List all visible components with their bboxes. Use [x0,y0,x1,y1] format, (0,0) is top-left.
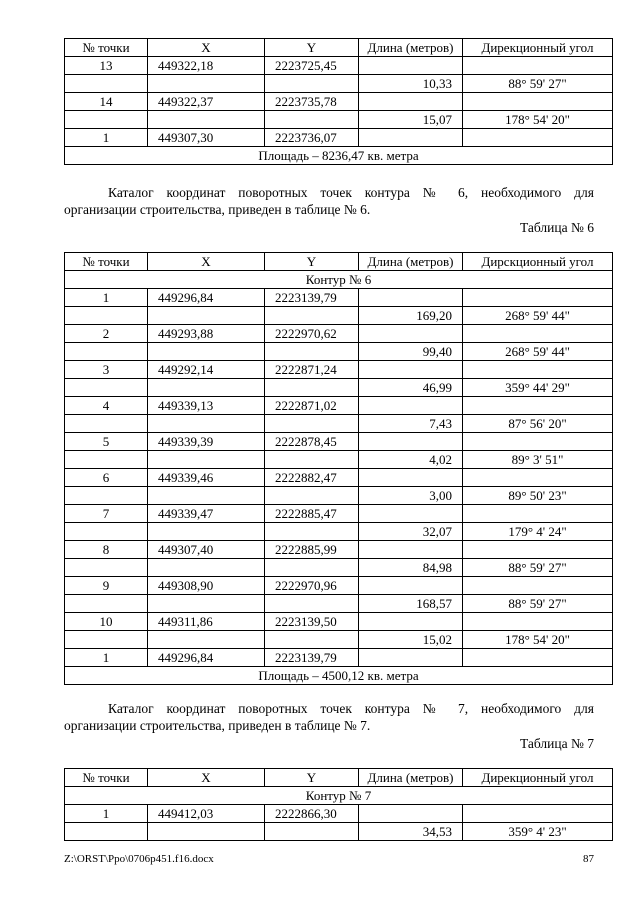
point-no-cell: 7 [65,505,148,523]
point-no-cell: 2 [65,325,148,343]
y-cell: 2222878,45 [265,433,359,451]
coords-table-contour-7 [64,768,613,841]
table-row [65,631,613,649]
point-no-cell: 4 [65,397,148,415]
point-no-cell [65,559,148,577]
length-cell [359,805,463,823]
angle-cell: 359° 44' 29" [463,379,613,397]
y-cell: 2223736,07 [265,129,359,147]
point-no-cell: 13 [65,57,148,75]
point-no-cell: 1 [65,649,148,667]
y-cell: 2223725,45 [265,57,359,75]
y-cell: 2223139,79 [265,289,359,307]
point-no-cell: 10 [65,613,148,631]
table-row [65,613,613,631]
table-row [65,379,613,397]
length-cell [359,577,463,595]
length-cell [359,129,463,147]
x-cell [148,631,265,649]
length-cell: 32,07 [359,523,463,541]
table-row [65,343,613,361]
angle-cell: 268° 59' 44" [463,307,613,325]
y-cell: 2222871,02 [265,397,359,415]
angle-cell [463,325,613,343]
table-row [65,505,613,523]
table-row [65,541,613,559]
length-cell [359,433,463,451]
length-cell [359,57,463,75]
x-cell [148,451,265,469]
length-cell [359,361,463,379]
y-cell [265,487,359,505]
y-cell: 2223139,79 [265,649,359,667]
table-row [65,325,613,343]
x-cell: 449296,84 [148,649,265,667]
point-no-cell: 6 [65,469,148,487]
point-no-cell [65,523,148,541]
coords-table-contour-5 [64,38,613,165]
point-no-cell: 1 [65,289,148,307]
angle-cell [463,93,613,111]
x-cell [148,343,265,361]
y-cell [265,379,359,397]
angle-cell [463,613,613,631]
contour-row [65,271,613,289]
length-cell [359,93,463,111]
length-cell [359,289,463,307]
x-cell [148,523,265,541]
x-cell: 449311,86 [148,613,265,631]
x-cell: 449339,46 [148,469,265,487]
page-number: 87 [583,853,594,865]
x-cell: 449412,03 [148,805,265,823]
x-cell: 449308,90 [148,577,265,595]
header-length: Длина (метров) [359,253,463,271]
length-cell: 34,53 [359,823,463,841]
header-direction-angle: Дирскционный угол [463,253,613,271]
file-path: Z:\ORST\Ppo\0706p451.f16.docx [64,853,214,865]
x-cell: 449339,13 [148,397,265,415]
table-header-row [65,39,613,57]
point-no-cell [65,307,148,325]
length-cell [359,397,463,415]
x-cell [148,487,265,505]
angle-cell [463,541,613,559]
y-cell: 2222871,24 [265,361,359,379]
y-cell: 2222866,30 [265,805,359,823]
y-cell: 2223139,50 [265,613,359,631]
angle-cell [463,289,613,307]
table-row [65,649,613,667]
y-cell [265,523,359,541]
length-cell: 10,33 [359,75,463,93]
x-cell [148,595,265,613]
point-no-cell [65,487,148,505]
table-row [65,523,613,541]
angle-cell [463,649,613,667]
header-direction-angle: Дирекционный угол [463,39,613,57]
y-cell: 2223735,78 [265,93,359,111]
angle-cell: 88° 59' 27" [463,75,613,93]
point-no-cell [65,823,148,841]
point-no-cell [65,631,148,649]
table-row [65,289,613,307]
point-no-cell: 8 [65,541,148,559]
x-cell: 449296,84 [148,289,265,307]
x-cell: 449322,18 [148,57,265,75]
y-cell [265,823,359,841]
y-cell: 2222885,99 [265,541,359,559]
paragraph-line: организации строительства, приведен в таблице № 6. [64,202,371,217]
table-row [65,111,613,129]
x-cell [148,823,265,841]
length-cell [359,541,463,559]
point-no-cell: 9 [65,577,148,595]
angle-cell [463,505,613,523]
angle-cell: 88° 59' 27" [463,559,613,577]
length-cell [359,613,463,631]
x-cell [148,379,265,397]
table-row [65,823,613,841]
x-cell [148,559,265,577]
angle-cell: 359° 4' 23" [463,823,613,841]
point-no-cell [65,75,148,93]
table-row [65,93,613,111]
length-cell [359,469,463,487]
length-cell: 99,40 [359,343,463,361]
point-no-cell: 3 [65,361,148,379]
angle-cell: 178° 54' 20" [463,631,613,649]
table-row [65,451,613,469]
header-point-no: № точки [65,39,148,57]
length-cell: 3,00 [359,487,463,505]
y-cell [265,75,359,93]
area-row [65,147,613,165]
table-row [65,469,613,487]
point-no-cell [65,379,148,397]
angle-cell [463,361,613,379]
header-x: X [148,39,265,57]
point-no-cell: 1 [65,805,148,823]
area-cell: Площадь – 4500,12 кв. метра [65,667,613,685]
x-cell: 449292,14 [148,361,265,379]
point-no-cell [65,415,148,433]
table-row [65,57,613,75]
angle-cell: 87° 56' 20" [463,415,613,433]
x-cell [148,415,265,433]
angle-cell [463,469,613,487]
y-cell [265,559,359,577]
contour-title: Контур № 7 [65,787,613,805]
y-cell: 2222970,96 [265,577,359,595]
header-x: X [148,769,265,787]
header-length: Длина (метров) [359,39,463,57]
paragraph-line: организации строительства, приведен в таблице № 7. [64,718,371,733]
point-no-cell [65,343,148,361]
area-row [65,667,613,685]
coords-table-contour-6 [64,252,613,685]
table-row [65,577,613,595]
area-cell: Площадь – 8236,47 кв. метра [65,147,613,165]
table-caption-6: Таблица № 6 [520,220,594,235]
paragraph-line: Каталог координат поворотных точек контура № 7, необходимого для [108,701,594,716]
table-caption-7: Таблица № 7 [520,736,594,751]
table-row [65,129,613,147]
y-cell [265,451,359,469]
paragraph-contour-7 [64,700,594,734]
length-cell [359,505,463,523]
x-cell: 449322,37 [148,93,265,111]
header-y: Y [265,769,359,787]
length-cell: 84,98 [359,559,463,577]
length-cell: 4,02 [359,451,463,469]
angle-cell: 268° 59' 44" [463,343,613,361]
x-cell: 449307,40 [148,541,265,559]
paragraph-line: Каталог координат поворотных точек контура № 6, необходимого для [108,185,594,200]
table-row [65,433,613,451]
x-cell: 449339,39 [148,433,265,451]
point-no-cell: 1 [65,129,148,147]
angle-cell: 178° 54' 20" [463,111,613,129]
angle-cell [463,57,613,75]
angle-cell: 89° 50' 23" [463,487,613,505]
header-y: Y [265,253,359,271]
x-cell [148,111,265,129]
y-cell: 2222885,47 [265,505,359,523]
table-row [65,75,613,93]
length-cell: 15,02 [359,631,463,649]
x-cell: 449339,47 [148,505,265,523]
header-point-no: № точки [65,253,148,271]
angle-cell [463,805,613,823]
y-cell [265,111,359,129]
length-cell: 15,07 [359,111,463,129]
length-cell: 169,20 [359,307,463,325]
x-cell: 449293,88 [148,325,265,343]
contour-row [65,787,613,805]
point-no-cell [65,111,148,129]
length-cell: 168,57 [359,595,463,613]
table-header-row [65,769,613,787]
y-cell: 2222882,47 [265,469,359,487]
y-cell [265,595,359,613]
table-header-row [65,253,613,271]
table-row [65,805,613,823]
angle-cell [463,433,613,451]
length-cell: 46,99 [359,379,463,397]
paragraph-contour-6 [64,184,594,218]
angle-cell [463,129,613,147]
table-row [65,595,613,613]
table-row [65,487,613,505]
y-cell: 2222970,62 [265,325,359,343]
x-cell [148,307,265,325]
table-row [65,307,613,325]
point-no-cell: 14 [65,93,148,111]
y-cell [265,307,359,325]
contour-title: Контур № 6 [65,271,613,289]
table-row [65,361,613,379]
point-no-cell: 5 [65,433,148,451]
header-point-no: № точки [65,769,148,787]
length-cell: 7,43 [359,415,463,433]
angle-cell: 89° 3' 51" [463,451,613,469]
y-cell [265,415,359,433]
table-row [65,415,613,433]
y-cell [265,343,359,361]
angle-cell [463,577,613,595]
angle-cell [463,397,613,415]
header-direction-angle: Дирекционный угол [463,769,613,787]
x-cell: 449307,30 [148,129,265,147]
y-cell [265,631,359,649]
header-length: Длина (метров) [359,769,463,787]
header-y: Y [265,39,359,57]
point-no-cell [65,451,148,469]
table-row [65,397,613,415]
angle-cell: 179° 4' 24" [463,523,613,541]
angle-cell: 88° 59' 27" [463,595,613,613]
table-row [65,559,613,577]
header-x: X [148,253,265,271]
length-cell [359,649,463,667]
point-no-cell [65,595,148,613]
length-cell [359,325,463,343]
x-cell [148,75,265,93]
